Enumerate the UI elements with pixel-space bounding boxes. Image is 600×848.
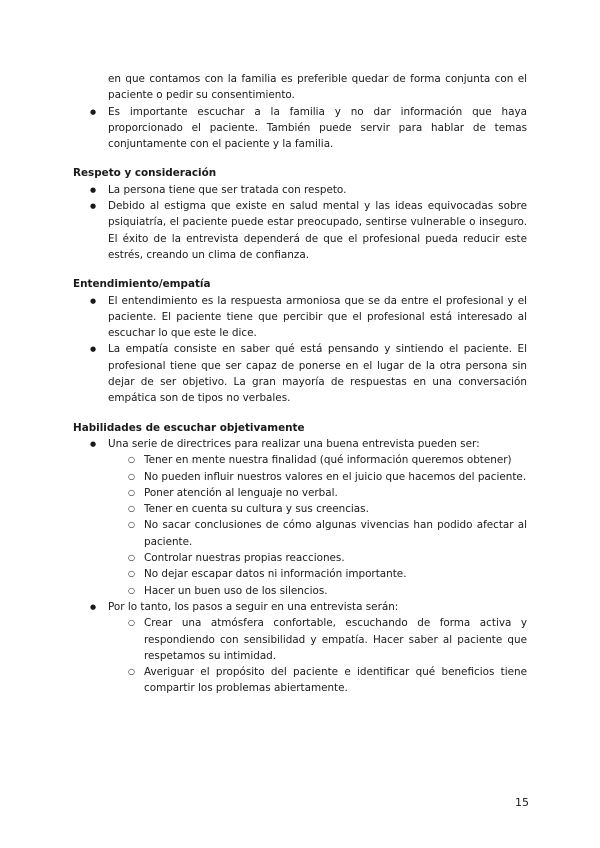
sublist-item [108, 469, 527, 485]
subitem-text: ○ Tener en mente nuestra finalidad (qué información queremos obtener) [144, 454, 512, 467]
list-item [73, 436, 527, 599]
intro-bullet-list [73, 104, 527, 153]
bullet-text: ● Por lo tanto, los pasos a seguir en una entrevista serán: [108, 600, 399, 613]
sublist-item [108, 566, 527, 582]
sublist-item [108, 615, 527, 664]
section-heading-entendimiento: Entendimiento/empatía [73, 278, 211, 291]
sublist-item [108, 550, 527, 566]
subitem-text: ○ No dejar escapar datos ni información importante. [144, 568, 407, 581]
list-item [73, 182, 527, 198]
subitem-text: ○ Crear una atmósfera confortable, escuchando de forma activa y respondiendo con sensibilidad y empatía. Hacer saber al paciente que respetamos su intimidad. [144, 617, 527, 662]
list-item [73, 599, 527, 697]
entendimiento-bullet-list [73, 293, 527, 407]
subitem-text: ○ Tener en cuenta su cultura y sus creencias. [144, 503, 369, 516]
bullet-text: ● Una serie de directrices para realizar una buena entrevista pueden ser: [108, 437, 480, 450]
subitem-text: ○ Poner atención al lenguaje no verbal. [144, 486, 338, 499]
bullet-text: ● La empatía consiste en saber qué está pensando y sintiendo el paciente. El profesional tiene que ser capaz de ponerse en el lugar de la otra persona sin dejar de ser objetivo. La gran mayoría de respuestas en una conversación empática son de tipos no verbales. [108, 343, 527, 405]
sublist-item [108, 452, 527, 468]
subitem-text: ○ No pueden influir nuestros valores en el juicio que hacemos del paciente. [144, 470, 527, 483]
section-heading-respeto: Respeto y consideración [73, 167, 217, 180]
bullet-text: ● El entendimiento es la respuesta armoniosa que se da entre el profesional y el paciente. El paciente tiene que percibir que el profesional está interesado al escuchar lo que este le dice. [108, 294, 527, 340]
respeto-bullet-list [73, 182, 527, 263]
subitem-text: ○ No sacar conclusiones de cómo algunas vivencias han podido afectar al paciente. [144, 519, 527, 548]
sublist-item [108, 517, 527, 550]
bullet-text: ● Debido al estigma que existe en salud mental y las ideas equivocadas sobre psiquiatría, el paciente puede estar preocupado, sentirse vulnerable o inseguro. El éxito de la entrevista dependerá de que el profesional pueda reducir este estrés, creando un clima de confianza. [108, 200, 527, 261]
bullet-text: ● Es importante escuchar a la familia y no dar información que haya proporcionado el paciente. También puede servir para hablar de temas conjuntamente con el paciente y la familia. [108, 105, 527, 151]
sublist-item [108, 485, 527, 501]
list-item [73, 341, 527, 406]
sublist-item [108, 583, 527, 599]
intro-continuation: en que contamos con la familia es preferible quedar de forma conjunta con el paciente o pedir su consentimiento. [108, 73, 527, 102]
list-item [73, 198, 527, 263]
sublist-item [108, 501, 527, 517]
list-item [73, 293, 527, 342]
bullet-text: ● La persona tiene que ser tratada con respeto. [108, 183, 347, 196]
section-heading-habilidades: Habilidades de escuchar objetivamente [73, 421, 305, 434]
subitem-text: ○ Hacer un buen uso de los silencios. [144, 584, 328, 597]
list-item [73, 104, 527, 153]
subitem-text: ○ Averiguar el propósito del paciente e identificar qué beneficios tiene compartir los problemas abiertamente. [144, 666, 527, 695]
pasos-sublist [108, 615, 527, 696]
subitem-text: ○ Controlar nuestras propias reacciones. [144, 552, 345, 565]
directrices-sublist [108, 452, 527, 599]
habilidades-bullet-list [73, 436, 527, 697]
sublist-item [108, 664, 527, 697]
page-number: 15 [515, 796, 529, 809]
page-body [73, 71, 527, 697]
